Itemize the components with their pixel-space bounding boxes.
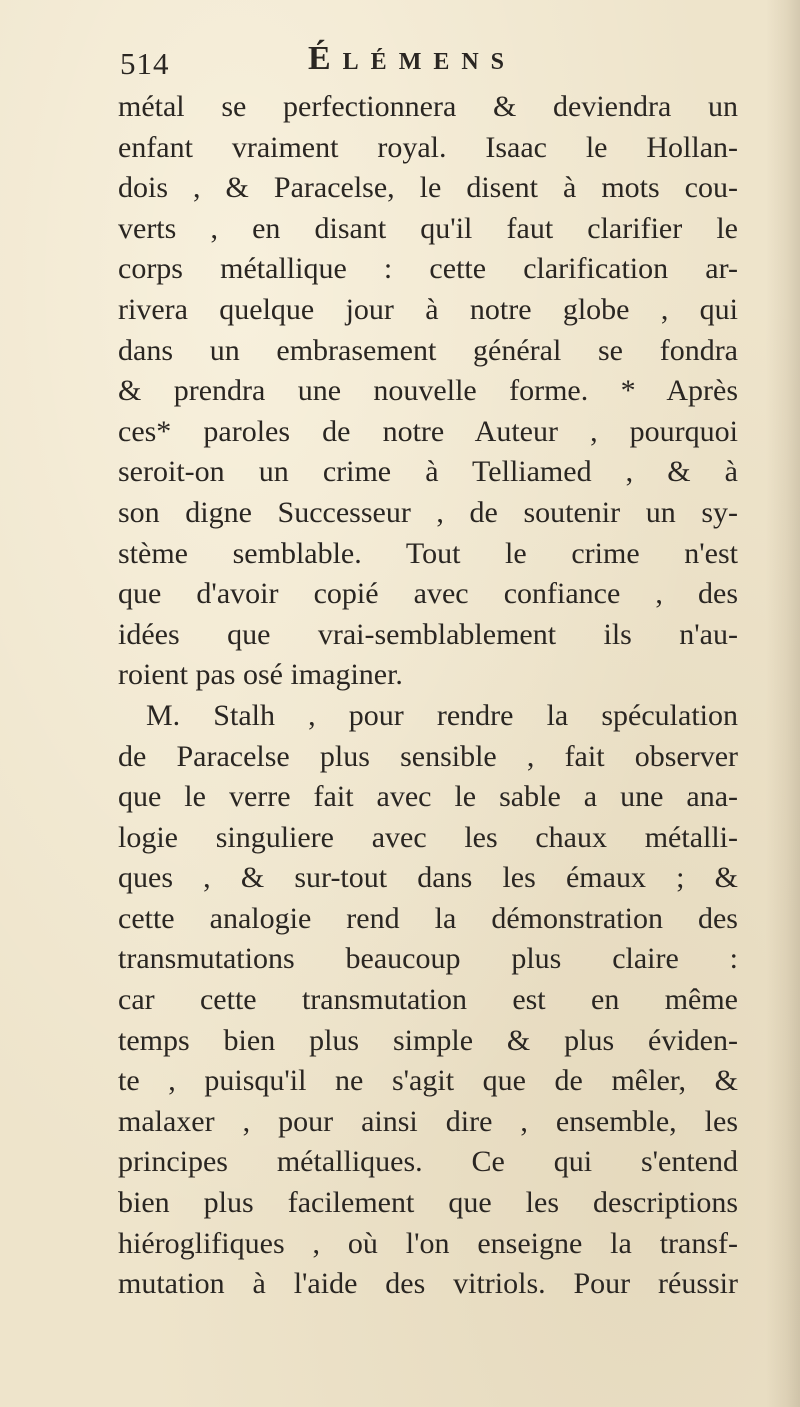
text-line: temps bien plus simple & plus éviden- <box>118 1023 738 1057</box>
text-line: de Paracelse plus sensible , fait observer <box>118 739 738 773</box>
text-line: son digne Successeur , de soutenir un sy- <box>118 495 738 529</box>
page-header <box>120 34 680 84</box>
text-line: hiéroglifiques , où l'on enseigne la transf- <box>118 1226 738 1260</box>
paragraph-start-line: M. Stalh , pour rendre la spéculation <box>146 698 738 732</box>
text-line: te , puisqu'il ne s'agit que de mêler, & <box>118 1064 738 1098</box>
text-line: seroit-on un crime à Telliamed , & à <box>118 455 738 489</box>
text-line: bien plus facilement que les descriptions <box>118 1186 738 1220</box>
text-line: que le verre fait avec le sable a une ana- <box>118 780 738 814</box>
text-line: logie singuliere avec les chaux métalli- <box>118 820 738 854</box>
text-line: cette analogie rend la démonstration des <box>118 901 738 935</box>
text-line: verts , en disant qu'il faut clarifier le <box>118 211 738 245</box>
page-number: 514 <box>120 46 170 81</box>
text-line: & prendra une nouvelle forme. * Après <box>118 374 738 408</box>
text-line: mutation à l'aide des vitriols. Pour réussir <box>118 1267 738 1301</box>
text-line: rivera quelque jour à notre globe , qui <box>118 292 738 326</box>
text-line: ces* paroles de notre Auteur , pourquoi <box>118 414 738 448</box>
text-line: principes métalliques. Ce qui s'entend <box>118 1145 738 1179</box>
body-text <box>118 87 738 1305</box>
text-line: dans un embrasement général se fondra <box>118 333 738 367</box>
text-line: car cette transmutation est en même <box>118 983 738 1017</box>
paragraph-end-line: roient pas osé imaginer. <box>118 658 403 692</box>
text-line: stème semblable. Tout le crime n'est <box>118 536 738 570</box>
running-title: Élémens <box>308 40 517 77</box>
text-line: dois , & Paracelse, le disent à mots cou- <box>118 171 738 205</box>
page-edge-shadow <box>766 0 800 1407</box>
text-line: métal se perfectionnera & deviendra un <box>118 90 738 123</box>
text-line: corps métallique : cette clarification ar- <box>118 252 738 286</box>
text-line: ques , & sur-tout dans les émaux ; & <box>118 861 738 895</box>
text-line: enfant vraiment royal. Isaac le Hollan- <box>118 130 738 164</box>
text-line: malaxer , pour ainsi dire , ensemble, les <box>118 1104 738 1138</box>
text-line: que d'avoir copié avec confiance , des <box>118 577 738 611</box>
text-line: idées que vrai-semblablement ils n'au- <box>118 617 738 651</box>
text-line: transmutations beaucoup plus claire : <box>118 942 738 976</box>
